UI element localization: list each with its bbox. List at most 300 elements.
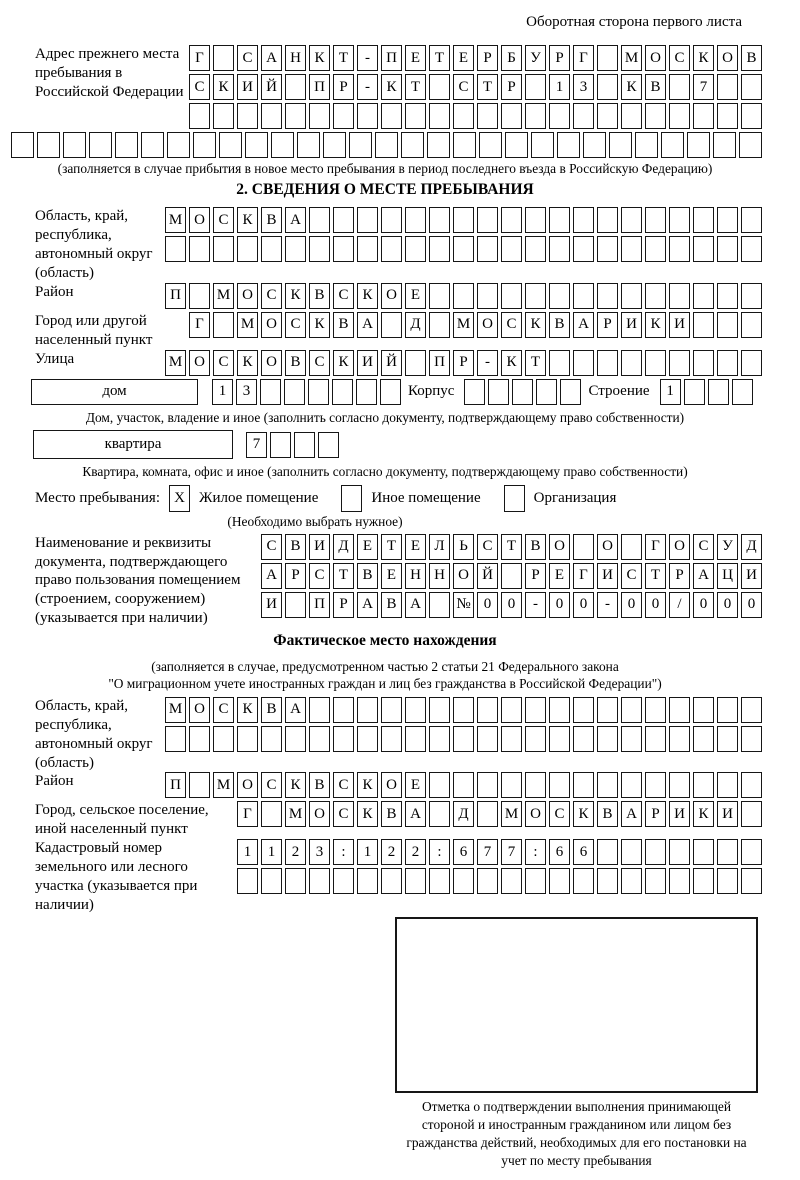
field-house <box>31 379 762 405</box>
ownership-document-line1 <box>258 534 762 560</box>
char-box: Т <box>333 563 354 589</box>
char-box <box>501 868 522 894</box>
char-box <box>11 132 34 158</box>
cadastral-number-line2 <box>234 868 762 894</box>
char-box: 1 <box>261 839 282 865</box>
char-box <box>453 697 474 723</box>
actual-region-line2 <box>162 726 762 752</box>
char-box: О <box>645 45 666 71</box>
char-box: О <box>525 801 546 827</box>
char-box <box>741 207 762 233</box>
char-box: Г <box>237 801 258 827</box>
char-box: Е <box>549 563 570 589</box>
stamp-box <box>395 917 758 1093</box>
char-box <box>285 74 306 100</box>
char-box: Л <box>429 534 450 560</box>
char-box <box>285 103 306 129</box>
stay-type-checkbox-organization <box>504 485 525 512</box>
char-box <box>309 726 330 752</box>
char-box <box>63 132 86 158</box>
char-box: С <box>309 350 330 376</box>
char-box: С <box>501 312 522 338</box>
char-box: С <box>213 697 234 723</box>
field-city <box>8 312 762 350</box>
field-ownership-document <box>8 534 762 628</box>
char-box <box>260 379 281 405</box>
char-box <box>333 697 354 723</box>
ownership-document-line2 <box>258 563 762 589</box>
char-box <box>741 74 762 100</box>
char-box <box>477 207 498 233</box>
char-box <box>189 772 210 798</box>
char-box: Е <box>405 45 426 71</box>
char-box <box>525 772 546 798</box>
char-box <box>189 103 210 129</box>
char-box <box>645 726 666 752</box>
char-box: К <box>237 207 258 233</box>
actual-district-line1 <box>162 772 762 798</box>
char-box <box>741 868 762 894</box>
char-box: С <box>213 207 234 233</box>
char-box <box>479 132 502 158</box>
char-box <box>741 801 762 827</box>
char-box <box>645 350 666 376</box>
char-box: 0 <box>741 592 762 618</box>
char-box <box>285 726 306 752</box>
char-box: Й <box>381 350 402 376</box>
char-box <box>381 236 402 262</box>
region-rows <box>162 207 762 265</box>
char-box: В <box>381 801 402 827</box>
char-box: И <box>261 592 282 618</box>
char-box <box>380 379 401 405</box>
char-box <box>549 236 570 262</box>
ownership-document-label: Наименование и реквизиты документа, подтверждающего право пользования помещением (строением, сооружением) (указывается при наличии) <box>35 534 241 627</box>
char-box: 7 <box>477 839 498 865</box>
char-box <box>477 103 498 129</box>
char-box: Т <box>477 74 498 100</box>
char-box <box>549 283 570 309</box>
char-box: Й <box>477 563 498 589</box>
char-box: А <box>357 592 378 618</box>
char-box <box>237 103 258 129</box>
char-box <box>573 697 594 723</box>
char-box <box>739 132 762 158</box>
char-box: П <box>165 772 186 798</box>
char-box: К <box>237 350 258 376</box>
char-box <box>549 726 570 752</box>
house-type-box: дом <box>31 379 198 405</box>
char-box <box>505 132 528 158</box>
char-box <box>453 772 474 798</box>
char-box <box>597 207 618 233</box>
char-box: К <box>309 45 330 71</box>
apartment-caption: Квартира, комната, офис и иное (заполнить согласно документу, подтверждающему право собственности) <box>82 464 688 480</box>
char-box <box>323 132 346 158</box>
char-box <box>557 132 580 158</box>
char-box <box>645 236 666 262</box>
char-box: 0 <box>573 592 594 618</box>
field-actual-district <box>8 772 762 801</box>
char-box: 3 <box>309 839 330 865</box>
char-box <box>741 103 762 129</box>
char-box: С <box>189 74 210 100</box>
char-box <box>661 132 684 158</box>
char-box: К <box>285 772 306 798</box>
char-box: В <box>597 801 618 827</box>
char-box: И <box>309 534 330 560</box>
char-box <box>477 801 498 827</box>
char-box <box>693 697 714 723</box>
city-label: Город или другой населенный пункт <box>35 312 153 348</box>
char-box <box>645 283 666 309</box>
char-box <box>525 74 546 100</box>
char-box <box>189 283 210 309</box>
char-box: 1 <box>237 839 258 865</box>
char-box <box>285 236 306 262</box>
char-box <box>141 132 164 158</box>
char-box: М <box>501 801 522 827</box>
char-box: А <box>405 801 426 827</box>
char-box: Р <box>669 563 690 589</box>
field-stay-type <box>35 485 762 512</box>
char-box: В <box>645 74 666 100</box>
char-box: Р <box>333 592 354 618</box>
char-box <box>357 207 378 233</box>
house-number-cells <box>209 379 401 405</box>
char-box <box>621 868 642 894</box>
char-box <box>741 350 762 376</box>
char-box: Ц <box>717 563 738 589</box>
stay-type-checkbox-residential: X <box>169 485 190 512</box>
stay-type-checkbox-other <box>341 485 362 512</box>
char-box <box>464 379 485 405</box>
char-box: К <box>693 45 714 71</box>
char-box <box>429 236 450 262</box>
char-box <box>333 868 354 894</box>
char-box <box>453 207 474 233</box>
char-box <box>357 726 378 752</box>
char-box: С <box>549 801 570 827</box>
char-box: Р <box>525 563 546 589</box>
char-box: 7 <box>693 74 714 100</box>
char-box <box>405 868 426 894</box>
char-box <box>693 839 714 865</box>
char-box: И <box>669 801 690 827</box>
char-box: В <box>261 697 282 723</box>
char-box <box>717 839 738 865</box>
char-box: О <box>261 312 282 338</box>
char-box <box>741 283 762 309</box>
char-box: К <box>381 74 402 100</box>
char-box: В <box>285 350 306 376</box>
char-box <box>741 697 762 723</box>
char-box <box>717 74 738 100</box>
char-box <box>308 379 329 405</box>
char-box: Р <box>333 74 354 100</box>
cadastral-number-label: Кадастровый номер земельного или лесного участка (указывается при наличии) <box>35 840 198 913</box>
char-box <box>621 772 642 798</box>
char-box: 1 <box>660 379 681 405</box>
char-box <box>597 772 618 798</box>
char-box <box>669 772 690 798</box>
char-box: С <box>309 563 330 589</box>
char-box <box>245 132 268 158</box>
char-box <box>237 868 258 894</box>
actual-location-caption-line2: "О миграционном учете иностранных граждан и лиц без гражданства в Российской Федерации") <box>108 676 662 692</box>
char-box: Е <box>453 45 474 71</box>
char-box: М <box>453 312 474 338</box>
char-box: С <box>333 772 354 798</box>
char-box <box>669 726 690 752</box>
char-box: А <box>357 312 378 338</box>
char-box <box>525 868 546 894</box>
char-box: 0 <box>645 592 666 618</box>
char-box: М <box>165 207 186 233</box>
char-box <box>429 592 450 618</box>
char-box <box>549 103 570 129</box>
char-box <box>573 207 594 233</box>
char-box: М <box>285 801 306 827</box>
char-box <box>669 236 690 262</box>
char-box <box>693 772 714 798</box>
char-box <box>693 103 714 129</box>
char-box: 3 <box>236 379 257 405</box>
char-box <box>645 207 666 233</box>
char-box <box>501 207 522 233</box>
char-box: Г <box>573 563 594 589</box>
char-box <box>381 207 402 233</box>
char-box: И <box>717 801 738 827</box>
char-box <box>309 697 330 723</box>
street-label: Улица <box>35 350 75 367</box>
char-box: П <box>309 592 330 618</box>
char-box <box>381 868 402 894</box>
char-box <box>429 103 450 129</box>
char-box <box>381 726 402 752</box>
char-box <box>213 45 234 71</box>
previous-address-line4 <box>8 132 762 158</box>
char-box <box>693 312 714 338</box>
char-box <box>37 132 60 158</box>
char-box: С <box>621 563 642 589</box>
char-box <box>332 379 353 405</box>
char-box: О <box>381 283 402 309</box>
char-box: Г <box>189 45 210 71</box>
char-box: А <box>261 45 282 71</box>
char-box <box>381 312 402 338</box>
char-box <box>717 312 738 338</box>
char-box <box>669 839 690 865</box>
char-box: И <box>597 563 618 589</box>
char-box: 0 <box>693 592 714 618</box>
char-box: О <box>189 697 210 723</box>
char-box: А <box>261 563 282 589</box>
char-box <box>309 236 330 262</box>
char-box <box>573 534 594 560</box>
char-box <box>213 726 234 752</box>
char-box <box>549 697 570 723</box>
char-box <box>583 132 606 158</box>
char-box <box>189 726 210 752</box>
char-box: В <box>309 772 330 798</box>
cadastral-number-line1 <box>234 839 762 865</box>
char-box <box>405 726 426 752</box>
char-box: С <box>285 312 306 338</box>
apartment-number-cells <box>243 432 339 458</box>
char-box <box>621 207 642 233</box>
char-box: В <box>357 563 378 589</box>
field-actual-city <box>8 801 762 839</box>
region-label: Область, край, республика, автономный округ (область) <box>35 208 153 282</box>
char-box: К <box>573 801 594 827</box>
char-box: : <box>333 839 354 865</box>
char-box: Р <box>549 45 570 71</box>
char-box <box>713 132 736 158</box>
char-box <box>477 772 498 798</box>
char-box: К <box>309 312 330 338</box>
char-box <box>501 103 522 129</box>
char-box: А <box>573 312 594 338</box>
char-box: О <box>453 563 474 589</box>
char-box: А <box>693 563 714 589</box>
char-box <box>669 697 690 723</box>
char-box <box>381 697 402 723</box>
char-box: - <box>357 74 378 100</box>
char-box <box>189 236 210 262</box>
street-line1 <box>162 350 762 376</box>
char-box <box>573 350 594 376</box>
field-apartment <box>31 430 762 459</box>
char-box <box>525 207 546 233</box>
char-box: Й <box>261 74 282 100</box>
field-region <box>8 207 762 283</box>
page-header-note: Оборотная сторона первого листа <box>526 14 742 30</box>
previous-address-line2 <box>186 74 762 100</box>
char-box <box>573 726 594 752</box>
char-box <box>560 379 581 405</box>
char-box <box>597 103 618 129</box>
char-box <box>669 103 690 129</box>
char-box: О <box>189 207 210 233</box>
char-box: № <box>453 592 474 618</box>
char-box <box>525 103 546 129</box>
field-cadastral-number <box>8 839 762 915</box>
char-box <box>536 379 557 405</box>
char-box: Т <box>333 45 354 71</box>
char-box <box>717 868 738 894</box>
char-box: Т <box>381 534 402 560</box>
char-box: С <box>261 283 282 309</box>
char-box <box>375 132 398 158</box>
char-box <box>573 772 594 798</box>
char-box <box>357 697 378 723</box>
char-box <box>645 697 666 723</box>
char-box <box>687 132 710 158</box>
char-box <box>115 132 138 158</box>
char-box <box>453 283 474 309</box>
char-box: И <box>357 350 378 376</box>
char-box: Д <box>741 534 762 560</box>
char-box: Е <box>357 534 378 560</box>
char-box: К <box>357 801 378 827</box>
char-box: О <box>669 534 690 560</box>
char-box: О <box>381 772 402 798</box>
char-box: К <box>525 312 546 338</box>
char-box: 6 <box>573 839 594 865</box>
char-box <box>333 726 354 752</box>
char-box: - <box>357 45 378 71</box>
char-box <box>405 236 426 262</box>
char-box <box>237 726 258 752</box>
previous-address-line1 <box>186 45 762 71</box>
char-box <box>597 868 618 894</box>
section2-title: 2. СВЕДЕНИЯ О МЕСТЕ ПРЕБЫВАНИЯ <box>236 181 534 199</box>
char-box <box>213 236 234 262</box>
char-box <box>357 236 378 262</box>
region-line1 <box>162 207 762 233</box>
char-box: К <box>357 283 378 309</box>
char-box <box>285 868 306 894</box>
field-street <box>8 350 762 379</box>
char-box: : <box>525 839 546 865</box>
char-box: Р <box>453 350 474 376</box>
char-box: У <box>525 45 546 71</box>
char-box <box>477 697 498 723</box>
char-box: В <box>261 207 282 233</box>
char-box <box>597 697 618 723</box>
char-box <box>429 283 450 309</box>
char-box: О <box>237 772 258 798</box>
ownership-document-rows <box>258 534 762 621</box>
char-box <box>261 801 282 827</box>
char-box: К <box>213 74 234 100</box>
char-box <box>717 726 738 752</box>
char-box: Т <box>525 350 546 376</box>
char-box <box>621 283 642 309</box>
char-box: Б <box>501 45 522 71</box>
stroenie-label: Строение <box>588 383 650 400</box>
char-box <box>89 132 112 158</box>
char-box: : <box>429 839 450 865</box>
char-box <box>501 563 522 589</box>
char-box <box>261 868 282 894</box>
actual-location-title: Фактическое место нахождения <box>273 632 497 650</box>
char-box: К <box>621 74 642 100</box>
actual-city-label: Город, сельское поселение, иной населенный пункт <box>35 802 209 838</box>
char-box <box>357 868 378 894</box>
char-box <box>261 726 282 752</box>
char-box <box>597 350 618 376</box>
char-box: 0 <box>717 592 738 618</box>
char-box: У <box>717 534 738 560</box>
char-box <box>427 132 450 158</box>
char-box: Г <box>189 312 210 338</box>
char-box <box>525 726 546 752</box>
char-box: О <box>717 45 738 71</box>
actual-city-line1 <box>234 801 762 827</box>
char-box: К <box>237 697 258 723</box>
char-box <box>294 432 315 458</box>
char-box: Т <box>501 534 522 560</box>
field-previous-address <box>8 45 762 132</box>
char-box: О <box>309 801 330 827</box>
char-box <box>429 772 450 798</box>
actual-region-rows <box>162 697 762 755</box>
char-box <box>453 236 474 262</box>
char-box: Д <box>333 534 354 560</box>
char-box: 0 <box>501 592 522 618</box>
